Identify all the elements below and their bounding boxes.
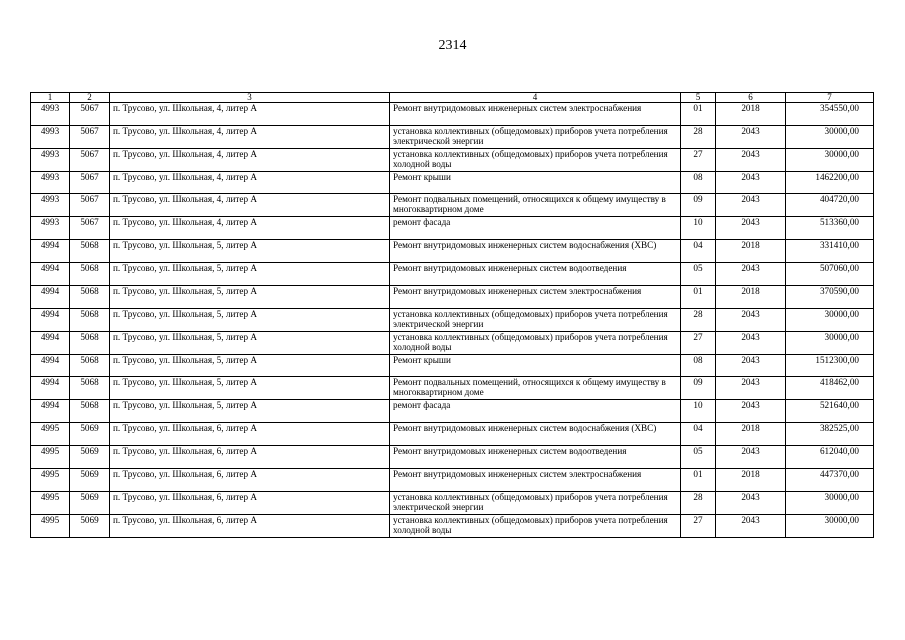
table-row	[31, 377, 874, 400]
table-row	[31, 194, 874, 217]
cell-cost: 1462200,00	[786, 172, 874, 194]
cell-cost: 521640,00	[786, 400, 874, 423]
table-row	[31, 263, 874, 286]
cell-year: 2043	[716, 446, 786, 469]
cell-year: 2043	[716, 492, 786, 515]
cell-work-code: 09	[681, 377, 716, 400]
cell-house-id: 4993	[31, 126, 70, 149]
table-row	[31, 103, 874, 126]
cell-address: п. Трусово, ул. Школьная, 5, литер А	[110, 263, 390, 286]
cell-work-code: 04	[681, 423, 716, 446]
cell-record-id: 5067	[70, 172, 110, 194]
table-row	[31, 423, 874, 446]
cell-year: 2043	[716, 126, 786, 149]
cell-work-type: Ремонт внутридомовых инженерных систем водоснабжения (ХВС)	[390, 423, 681, 446]
header-row	[31, 93, 874, 103]
cell-cost: 30000,00	[786, 492, 874, 515]
cell-year: 2018	[716, 240, 786, 263]
cell-work-code: 04	[681, 240, 716, 263]
cell-house-id: 4994	[31, 400, 70, 423]
cell-work-code: 28	[681, 126, 716, 149]
cell-cost: 354550,00	[786, 103, 874, 126]
cell-year: 2018	[716, 423, 786, 446]
cell-work-code: 01	[681, 103, 716, 126]
table-row	[31, 469, 874, 492]
cell-cost: 612040,00	[786, 446, 874, 469]
column-header: 6	[716, 93, 786, 103]
cell-house-id: 4993	[31, 194, 70, 217]
table-row	[31, 286, 874, 309]
cell-work-type: Ремонт крыши	[390, 355, 681, 377]
cell-address: п. Трусово, ул. Школьная, 5, литер А	[110, 286, 390, 309]
table-row	[31, 126, 874, 149]
cell-house-id: 4993	[31, 103, 70, 126]
cell-record-id: 5068	[70, 309, 110, 332]
cell-work-type: Ремонт внутридомовых инженерных систем водоотведения	[390, 263, 681, 286]
cell-work-type: ремонт фасада	[390, 217, 681, 240]
cell-record-id: 5067	[70, 103, 110, 126]
cell-record-id: 5069	[70, 469, 110, 492]
cell-work-code: 08	[681, 172, 716, 194]
table-row	[31, 492, 874, 515]
cell-work-type: установка коллективных (общедомовых) приборов учета потребления холодной воды	[390, 515, 681, 538]
cell-house-id: 4995	[31, 446, 70, 469]
cell-house-id: 4993	[31, 172, 70, 194]
table-row	[31, 446, 874, 469]
page-number: 2314	[438, 38, 467, 53]
cell-cost: 1512300,00	[786, 355, 874, 377]
cell-work-type: Ремонт крыши	[390, 172, 681, 194]
cell-house-id: 4994	[31, 309, 70, 332]
cell-cost: 370590,00	[786, 286, 874, 309]
cell-work-type: Ремонт внутридомовых инженерных систем электроснабжения	[390, 286, 681, 309]
cell-record-id: 5067	[70, 126, 110, 149]
cell-house-id: 4995	[31, 492, 70, 515]
cell-record-id: 5068	[70, 377, 110, 400]
cell-work-code: 01	[681, 469, 716, 492]
cell-work-code: 10	[681, 400, 716, 423]
cell-cost: 418462,00	[786, 377, 874, 400]
cell-work-code: 08	[681, 355, 716, 377]
cell-house-id: 4995	[31, 515, 70, 538]
cell-house-id: 4994	[31, 355, 70, 377]
column-header: 3	[110, 93, 390, 103]
cell-address: п. Трусово, ул. Школьная, 6, литер А	[110, 446, 390, 469]
cell-year: 2043	[716, 355, 786, 377]
cell-record-id: 5067	[70, 149, 110, 172]
column-header: 4	[390, 93, 681, 103]
cell-cost: 507060,00	[786, 263, 874, 286]
cell-house-id: 4994	[31, 332, 70, 355]
cell-cost: 30000,00	[786, 149, 874, 172]
cell-work-type: ремонт фасада	[390, 400, 681, 423]
cell-work-type: Ремонт внутридомовых инженерных систем электроснабжения	[390, 103, 681, 126]
cell-year: 2043	[716, 149, 786, 172]
cell-house-id: 4994	[31, 286, 70, 309]
cell-work-type: Ремонт внутридомовых инженерных систем водоотведения	[390, 446, 681, 469]
cell-work-type: Ремонт подвальных помещений, относящихся к общему имуществу в многоквартирном доме	[390, 194, 681, 217]
cell-address: п. Трусово, ул. Школьная, 4, литер А	[110, 126, 390, 149]
cell-work-code: 27	[681, 515, 716, 538]
table-row	[31, 332, 874, 355]
table-row	[31, 515, 874, 538]
table-row	[31, 400, 874, 423]
cell-work-code: 27	[681, 149, 716, 172]
cell-work-type: установка коллективных (общедомовых) приборов учета потребления электрической энергии	[390, 309, 681, 332]
cell-work-type: Ремонт внутридомовых инженерных систем водоснабжения (ХВС)	[390, 240, 681, 263]
cell-address: п. Трусово, ул. Школьная, 5, литер А	[110, 309, 390, 332]
cell-record-id: 5068	[70, 240, 110, 263]
cell-year: 2043	[716, 217, 786, 240]
cell-work-type: установка коллективных (общедомовых) приборов учета потребления холодной воды	[390, 332, 681, 355]
column-header: 2	[70, 93, 110, 103]
cell-house-id: 4995	[31, 423, 70, 446]
cell-record-id: 5069	[70, 423, 110, 446]
cell-record-id: 5067	[70, 194, 110, 217]
cell-address: п. Трусово, ул. Школьная, 5, литер А	[110, 332, 390, 355]
cell-record-id: 5069	[70, 515, 110, 538]
cell-record-id: 5068	[70, 400, 110, 423]
cell-year: 2043	[716, 400, 786, 423]
cell-record-id: 5069	[70, 446, 110, 469]
cell-address: п. Трусово, ул. Школьная, 4, литер А	[110, 103, 390, 126]
cell-work-type: установка коллективных (общедомовых) приборов учета потребления электрической энергии	[390, 126, 681, 149]
cell-cost: 447370,00	[786, 469, 874, 492]
cell-record-id: 5068	[70, 355, 110, 377]
cell-work-code: 28	[681, 492, 716, 515]
cell-cost: 404720,00	[786, 194, 874, 217]
cell-cost: 30000,00	[786, 126, 874, 149]
table-row	[31, 172, 874, 194]
cell-record-id: 5069	[70, 492, 110, 515]
cell-year: 2018	[716, 469, 786, 492]
cell-cost: 331410,00	[786, 240, 874, 263]
column-header: 1	[31, 93, 70, 103]
column-header: 5	[681, 93, 716, 103]
table-row	[31, 149, 874, 172]
cell-year: 2043	[716, 194, 786, 217]
cell-address: п. Трусово, ул. Школьная, 5, литер А	[110, 400, 390, 423]
cell-address: п. Трусово, ул. Школьная, 6, литер А	[110, 469, 390, 492]
cell-work-code: 01	[681, 286, 716, 309]
cell-address: п. Трусово, ул. Школьная, 4, литер А	[110, 149, 390, 172]
cell-year: 2043	[716, 377, 786, 400]
cell-record-id: 5067	[70, 217, 110, 240]
cell-year: 2018	[716, 286, 786, 309]
cell-year: 2043	[716, 332, 786, 355]
cell-work-type: установка коллективных (общедомовых) приборов учета потребления холодной воды	[390, 149, 681, 172]
cell-work-type: установка коллективных (общедомовых) приборов учета потребления электрической энергии	[390, 492, 681, 515]
cell-house-id: 4993	[31, 149, 70, 172]
cell-address: п. Трусово, ул. Школьная, 6, литер А	[110, 492, 390, 515]
cell-address: п. Трусово, ул. Школьная, 5, литер А	[110, 355, 390, 377]
cell-cost: 382525,00	[786, 423, 874, 446]
cell-record-id: 5068	[70, 286, 110, 309]
cell-year: 2043	[716, 263, 786, 286]
cell-cost: 30000,00	[786, 309, 874, 332]
cell-year: 2043	[716, 515, 786, 538]
cell-house-id: 4995	[31, 469, 70, 492]
cell-work-code: 10	[681, 217, 716, 240]
cell-year: 2043	[716, 172, 786, 194]
cell-house-id: 4994	[31, 240, 70, 263]
cell-record-id: 5068	[70, 263, 110, 286]
cell-cost: 30000,00	[786, 332, 874, 355]
cell-address: п. Трусово, ул. Школьная, 4, литер А	[110, 172, 390, 194]
cell-work-code: 28	[681, 309, 716, 332]
cell-year: 2043	[716, 309, 786, 332]
repair-schedule-table	[30, 92, 874, 538]
cell-cost: 30000,00	[786, 515, 874, 538]
cell-address: п. Трусово, ул. Школьная, 4, литер А	[110, 217, 390, 240]
cell-work-code: 05	[681, 263, 716, 286]
table-row	[31, 355, 874, 377]
cell-record-id: 5068	[70, 332, 110, 355]
cell-work-type: Ремонт внутридомовых инженерных систем электроснабжения	[390, 469, 681, 492]
cell-work-code: 09	[681, 194, 716, 217]
table-body	[31, 103, 874, 538]
cell-year: 2018	[716, 103, 786, 126]
table-row	[31, 217, 874, 240]
cell-house-id: 4994	[31, 263, 70, 286]
cell-work-code: 27	[681, 332, 716, 355]
cell-address: п. Трусово, ул. Школьная, 6, литер А	[110, 423, 390, 446]
cell-house-id: 4993	[31, 217, 70, 240]
cell-address: п. Трусово, ул. Школьная, 5, литер А	[110, 240, 390, 263]
table-row	[31, 309, 874, 332]
cell-address: п. Трусово, ул. Школьная, 5, литер А	[110, 377, 390, 400]
cell-house-id: 4994	[31, 377, 70, 400]
column-header: 7	[786, 93, 874, 103]
cell-address: п. Трусово, ул. Школьная, 6, литер А	[110, 515, 390, 538]
cell-cost: 513360,00	[786, 217, 874, 240]
cell-address: п. Трусово, ул. Школьная, 4, литер А	[110, 194, 390, 217]
cell-work-code: 05	[681, 446, 716, 469]
cell-work-type: Ремонт подвальных помещений, относящихся к общему имуществу в многоквартирном доме	[390, 377, 681, 400]
table-row	[31, 240, 874, 263]
